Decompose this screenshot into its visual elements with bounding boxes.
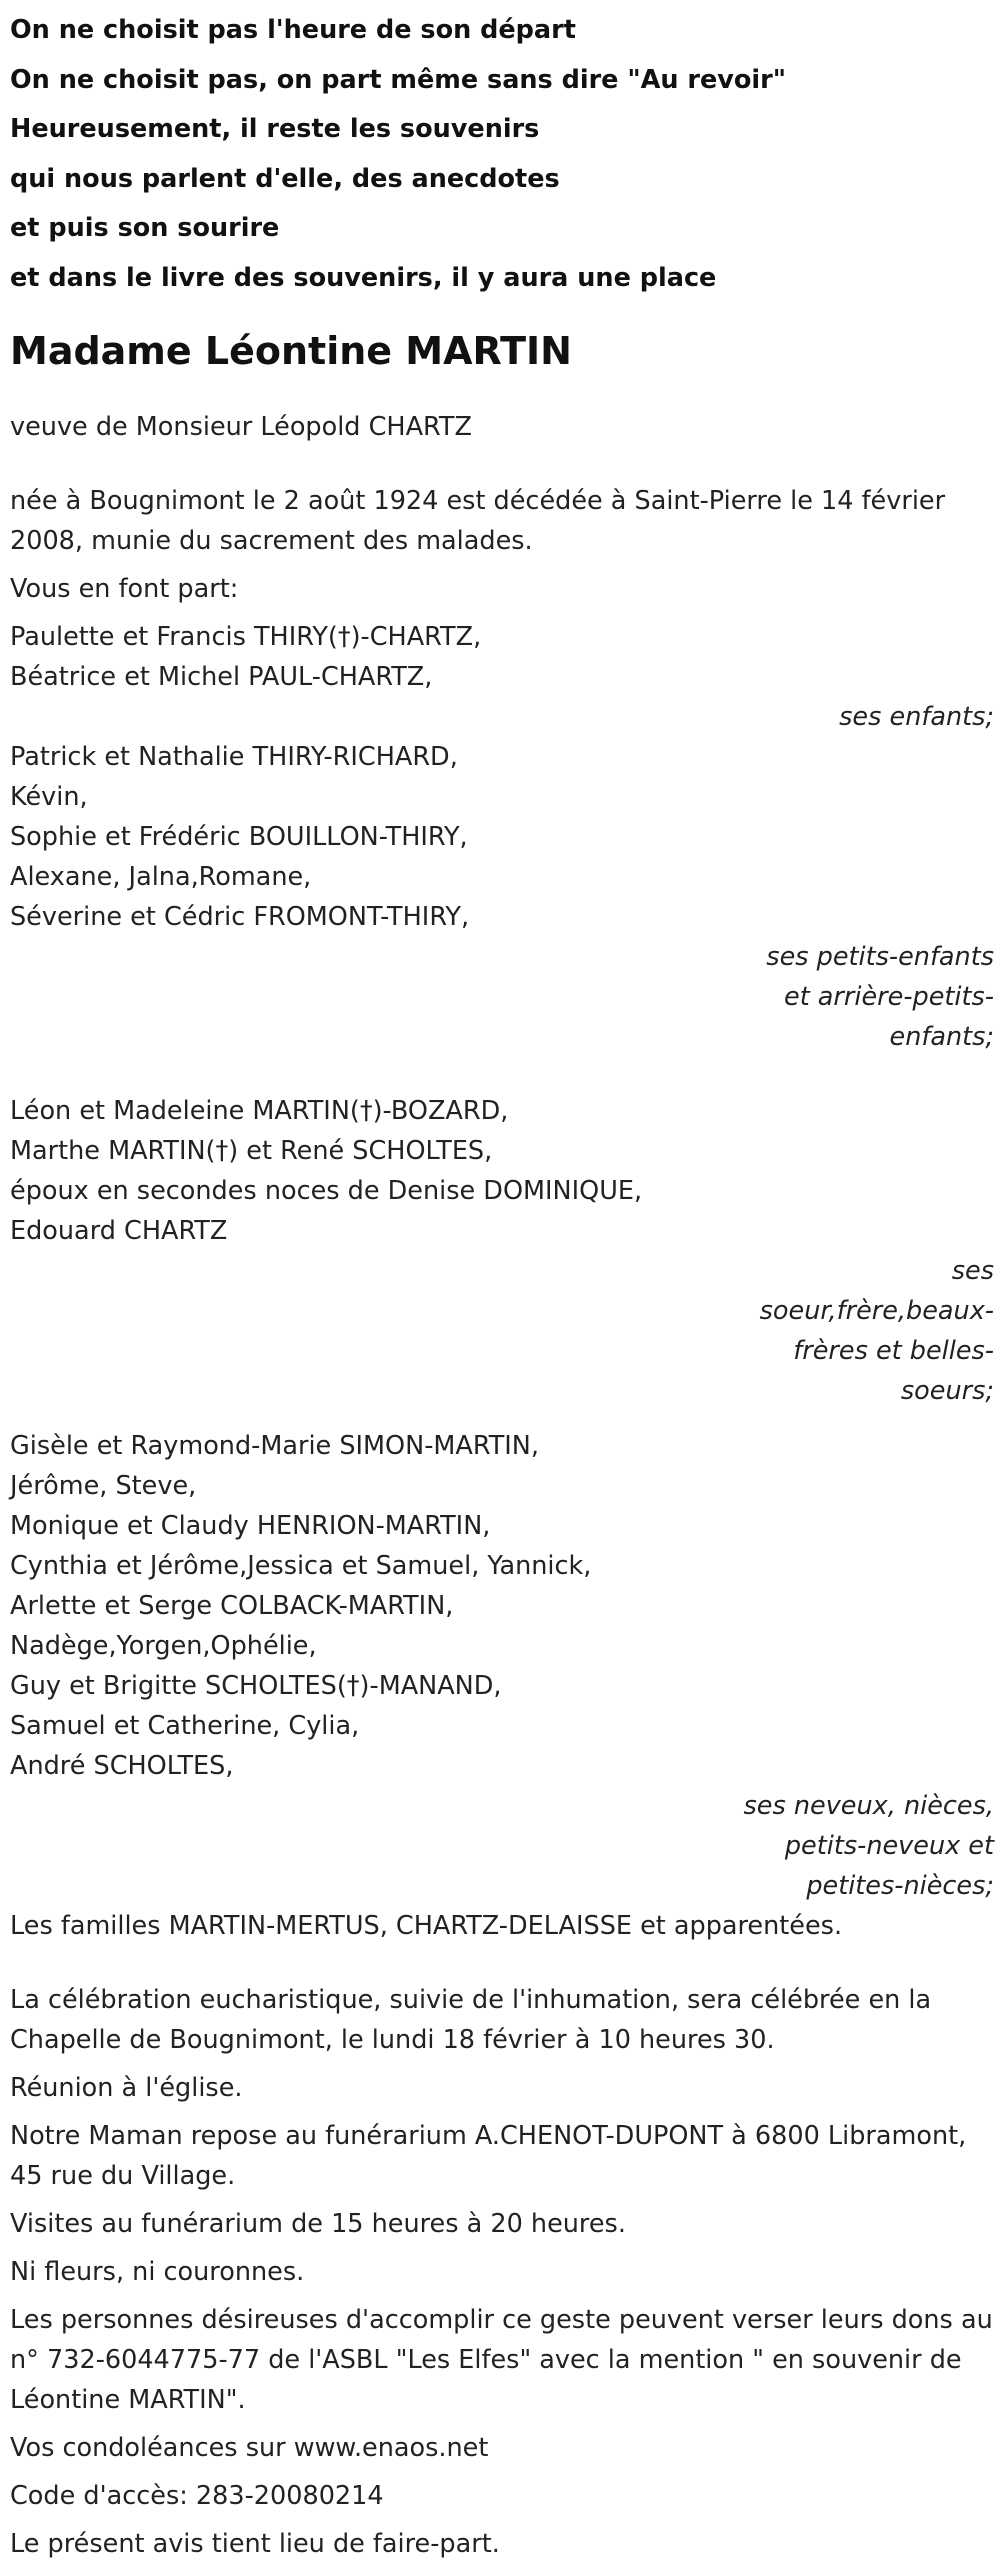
relation-label <box>754 1251 994 1411</box>
reunion-text: Réunion à l'église. <box>10 2073 243 2103</box>
family-group-children <box>10 617 994 737</box>
poem-line: qui nous parlent d'elle, des anecdotes <box>10 163 560 194</box>
relation-line: petits-neveux et <box>784 1831 994 1861</box>
family-group-nephews-nieces <box>10 1426 994 1906</box>
family-name: Léon et Madeleine MARTIN(†)-BOZARD, <box>10 1096 509 1126</box>
condolences-text: Vos condoléances sur www.enaos.net <box>10 2433 489 2463</box>
family-name: Sophie et Frédéric BOUILLON-THIRY, <box>10 822 468 852</box>
relation-line: ses neveux, nièces, <box>743 1791 994 1821</box>
family-name: Paulette et Francis THIRY(†)-CHARTZ, <box>10 622 482 652</box>
relation-line: petites-nièces; <box>806 1871 994 1901</box>
poem-line: Heureusement, il reste les souvenirs <box>10 114 540 144</box>
poem-line: On ne choisit pas, on part même sans dire "Au revoir" <box>10 64 787 95</box>
relation-line: soeurs; <box>900 1376 994 1406</box>
poem-line: On ne choisit pas l'heure de son départ <box>10 15 576 45</box>
relation-line: frères et belles- <box>793 1336 994 1366</box>
final-note-text: Le présent avis tient lieu de faire-part. <box>10 2529 500 2559</box>
birth-death-text: née à Bougnimont le 2 août 1924 est décédée à Saint-Pierre le 14 février 2008, munie du sacrement des malades. <box>10 486 946 556</box>
relation-line: soeur,frère,beaux- <box>759 1296 994 1326</box>
poem-line: et dans le livre des souvenirs, il y aura une place <box>10 262 717 293</box>
funerarium-text: Notre Maman repose au funérarium A.CHENOT-DUPONT à 6800 Libramont, 45 rue du Village. <box>10 2121 967 2191</box>
relation-line: ses <box>951 1256 994 1286</box>
family-name: Séverine et Cédric FROMONT-THIRY, <box>10 902 470 932</box>
relation-label <box>744 937 994 1057</box>
family-group-grandchildren <box>10 737 994 1057</box>
no-flowers-text: Ni fleurs, ni couronnes. <box>10 2257 305 2287</box>
family-name: Kévin, <box>10 782 88 812</box>
family-name: André SCHOLTES, <box>10 1751 234 1781</box>
relation-line: ses petits-enfants <box>766 942 994 972</box>
family-name: Gisèle et Raymond-Marie SIMON-MARTIN, <box>10 1431 539 1461</box>
family-name: Patrick et Nathalie THIRY-RICHARD, <box>10 742 458 772</box>
relation-label <box>664 1786 994 1906</box>
family-name: Arlette et Serge COLBACK-MARTIN, <box>10 1591 454 1621</box>
relation-label <box>664 697 994 737</box>
widow-line: veuve de Monsieur Léopold CHARTZ <box>10 412 472 442</box>
relation-line: et arrière-petits- <box>784 982 994 1012</box>
family-name: Monique et Claudy HENRION-MARTIN, <box>10 1511 491 1541</box>
relation-line: ses enfants; <box>839 702 994 732</box>
relation-line: enfants; <box>889 1022 994 1052</box>
family-name: époux en secondes noces de Denise DOMINIQUE, <box>10 1176 643 1206</box>
visits-text: Visites au funérarium de 15 heures à 20 heures. <box>10 2209 626 2239</box>
family-name: Béatrice et Michel PAUL-CHARTZ, <box>10 662 433 692</box>
access-code-text: Code d'accès: 283-20080214 <box>10 2481 384 2511</box>
family-name: Samuel et Catherine, Cylia, <box>10 1711 360 1741</box>
families-text: Les familles MARTIN-MERTUS, CHARTZ-DELAISSE et apparentées. <box>10 1911 843 1941</box>
poem-line: et puis son sourire <box>10 213 280 243</box>
poem <box>10 6 994 303</box>
family-name: Cynthia et Jérôme,Jessica et Samuel, Yannick, <box>10 1551 592 1581</box>
family-name: Jérôme, Steve, <box>10 1471 197 1501</box>
donations-text: Les personnes désireuses d'accomplir ce geste peuvent verser leurs dons au n° 732-6044775-77 de l'ASBL "Les Elfes" avec la mention " en souvenir de Léontine MARTIN". <box>10 2305 993 2415</box>
family-group-siblings <box>10 1091 994 1411</box>
intro-text: Vous en font part: <box>10 574 239 604</box>
celebration-text: La célébration eucharistique, suivie de l'inhumation, sera célébrée en la Chapelle de Bougnimont, le lundi 18 février à 10 heures 30. <box>10 1985 932 2055</box>
family-name: Guy et Brigitte SCHOLTES(†)-MANAND, <box>10 1671 502 1701</box>
family-name: Marthe MARTIN(†) et René SCHOLTES, <box>10 1136 493 1166</box>
family-name: Alexane, Jalna,Romane, <box>10 862 312 892</box>
family-name: Edouard CHARTZ <box>10 1216 228 1246</box>
family-name: Nadège,Yorgen,Ophélie, <box>10 1631 317 1661</box>
deceased-name: Madame Léontine MARTIN <box>10 329 572 373</box>
